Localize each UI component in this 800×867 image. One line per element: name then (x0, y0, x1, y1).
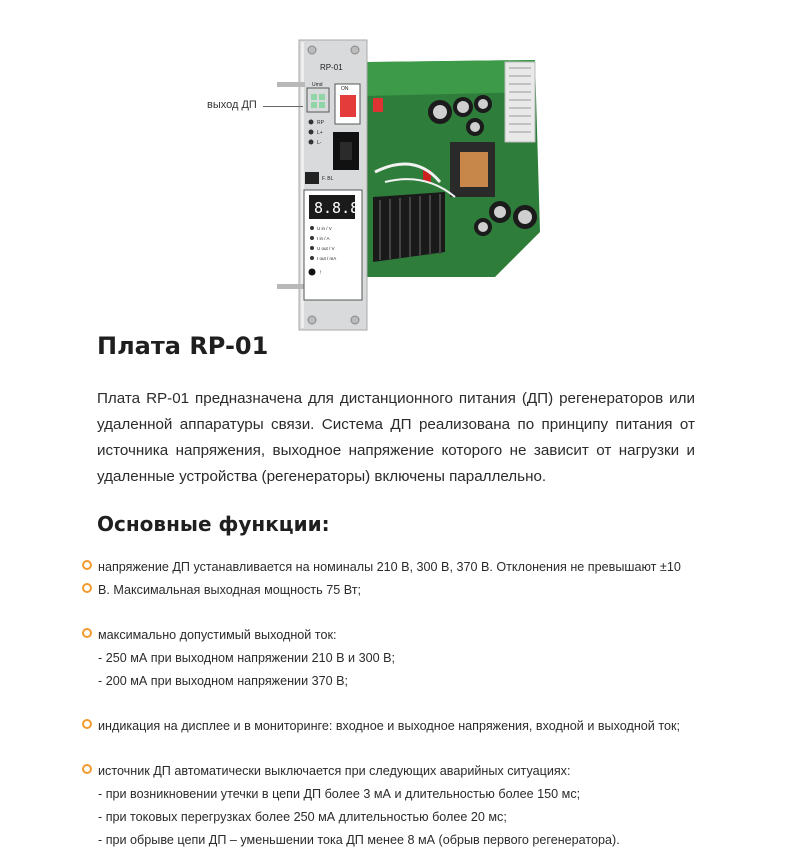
bullet-icon (82, 719, 92, 729)
svg-text:↑: ↑ (319, 270, 322, 276)
svg-text:RP: RP (317, 120, 324, 126)
function-item: источник ДП автоматически выключается при следующих аварийных ситуациях: - при возникновении утечки в цепи ДП более 3 мА и длительностью более 150 мс; - при токовых перегрузках более 250 мА длительностью более 20 мс; - при обрыве цепи ДП – уменьшении тока ДП менее 8 мА (обрыв первого регенератора). (82, 760, 712, 852)
svg-text:Umd: Umd (312, 82, 323, 88)
page-title: Плата RP-01 (97, 332, 269, 360)
callout-leader-line (263, 106, 303, 107)
model-label: RP-01 (320, 63, 343, 72)
svg-text:L-: L- (317, 140, 322, 146)
output-callout: выход ДП (207, 99, 257, 111)
intro-paragraph: Плата RP-01 предназначена для дистанционного питания (ДП) регенераторов или удаленной аппаратуры связи. Система ДП реализована по принципу питания от источника напряжения, выходное напряжение которого не зависит от нагрузки и удаленные устройства (регенераторы) включены параллельно. (97, 390, 695, 485)
bullet-icon (82, 583, 92, 593)
svg-text:L+: L+ (317, 130, 323, 136)
svg-text:U in / V: U in / V (317, 226, 332, 231)
functions-list (82, 556, 712, 852)
functions-heading: Основные функции: (97, 512, 330, 536)
bullet-icon (82, 560, 92, 570)
bullet-icon (82, 628, 92, 638)
function-item: максимально допустимый выходной ток: - 250 мА при выходном напряжении 210 В и 300 В; - 200 мА при выходном напряжении 370 В; (82, 624, 712, 693)
svg-text:ON: ON (341, 86, 349, 92)
status-leds (309, 120, 314, 145)
svg-text:I out / mA: I out / mA (317, 256, 337, 261)
bullet-icon (82, 764, 92, 774)
svg-text:I in / A: I in / A (317, 236, 330, 241)
power-indicator (340, 95, 356, 117)
svg-text:U out / V: U out / V (317, 246, 335, 251)
svg-text:F. BL: F. BL (322, 176, 334, 182)
svg-text:8.8.8: 8.8.8 (314, 199, 360, 217)
function-item: индикация на дисплее и в мониторинге: входное и выходное напряжения, входной и выходной ток; (82, 715, 712, 738)
function-item: В. Максимальная выходная мощность 75 Вт; (82, 579, 712, 602)
function-item: напряжение ДП устанавливается на номиналы 210 В, 300 В, 370 В. Отклонения не превышают ±10 (82, 556, 712, 579)
product-photo (195, 32, 555, 332)
